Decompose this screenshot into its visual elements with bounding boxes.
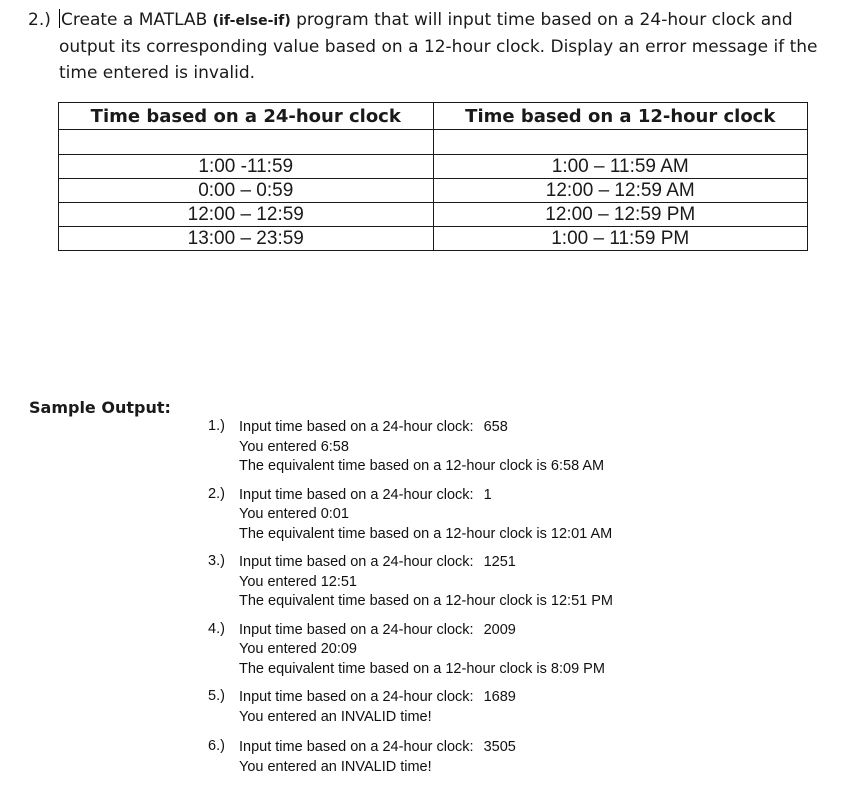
sample-result: The equivalent time based on a 12-hour clock is 8:09 PM: [239, 660, 605, 677]
table-header-12h: Time based on a 12-hour clock: [433, 103, 808, 130]
sample-item: [208, 688, 613, 727]
conversion-table: [58, 102, 808, 251]
sample-input: 1689: [483, 689, 516, 705]
table-cell-12h: 1:00 – 11:59 PM: [433, 227, 808, 251]
sample-entered: You entered an INVALID time!: [239, 708, 432, 725]
sample-entered: You entered 20:09: [239, 641, 357, 657]
text-cursor: [59, 9, 60, 28]
sample-result: The equivalent time based on a 12-hour clock is 12:51 PM: [239, 593, 613, 609]
sample-result: The equivalent time based on a 12-hour clock is 12:01 AM: [239, 525, 613, 542]
table-cell: [433, 130, 808, 155]
problem-text-before: Create a MATLAB: [61, 10, 213, 30]
sample-input: 1251: [483, 554, 516, 570]
sample-entered: You entered an INVALID time!: [239, 758, 432, 775]
sample-prompt: Input time based on a 24-hour clock:: [239, 689, 474, 705]
sample-prompt: Input time based on a 24-hour clock:: [239, 739, 474, 755]
table-cell: [59, 130, 434, 155]
table-cell-12h: 12:00 – 12:59 AM: [433, 179, 808, 203]
sample-entered: You entered 12:51: [239, 573, 357, 590]
sample-input: 658: [483, 419, 508, 435]
sample-prompt: Input time based on a 24-hour clock:: [239, 419, 474, 435]
sample-result: The equivalent time based on a 12-hour clock is 6:58 AM: [239, 458, 605, 474]
table-row: [59, 155, 808, 179]
table-cell-24h: 0:00 – 0:59: [59, 179, 434, 203]
table-header-24h: Time based on a 24-hour clock: [59, 103, 434, 130]
sample-prompt-line: [239, 418, 613, 438]
problem-code: (if-else-if): [212, 13, 291, 29]
sample-number: 2.): [208, 485, 225, 502]
table-row: [59, 227, 808, 251]
table-cell-24h: 12:00 – 12:59: [59, 203, 434, 227]
sample-number: 4.): [208, 620, 225, 637]
sample-number: 3.): [208, 553, 225, 569]
sample-prompt: Input time based on a 24-hour clock:: [239, 554, 474, 570]
sample-prompt-line: [239, 553, 613, 573]
sample-prompt-line: [239, 621, 613, 641]
table-row: [59, 179, 808, 203]
sample-prompt: Input time based on a 24-hour clock:: [239, 621, 474, 638]
sample-input: 3505: [483, 739, 516, 755]
sample-number: 5.): [208, 688, 225, 704]
sample-input: 2009: [483, 621, 516, 638]
sample-item: [208, 621, 613, 680]
table-cell-24h: 13:00 – 23:59: [59, 227, 434, 251]
sample-number: 6.): [208, 738, 225, 754]
problem-text-after: program that will input time based on a 24-hour clock and output its corresponding value based on a 12-hour clock. Display an error message if the time entered is invalid.: [59, 10, 818, 83]
sample-entered: You entered 0:01: [239, 506, 349, 522]
sample-output-list: [208, 418, 613, 786]
table-cell-24h: 1:00 -11:59: [59, 155, 434, 179]
sample-number: 1.): [208, 418, 225, 434]
problem-text[interactable]: [59, 7, 818, 86]
table-empty-row: [59, 130, 808, 155]
sample-item: [208, 553, 613, 612]
sample-prompt-line: [239, 738, 613, 758]
sample-prompt: Input time based on a 24-hour clock:: [239, 486, 474, 503]
sample-prompt-line: [239, 486, 613, 506]
problem-number: 2.): [28, 10, 51, 30]
sample-input: 1: [483, 486, 492, 503]
table-cell-12h: 1:00 – 11:59 AM: [433, 155, 808, 179]
table-row: [59, 203, 808, 227]
sample-prompt-line: [239, 688, 613, 708]
table-header-row: [59, 103, 808, 130]
sample-item: [208, 486, 613, 545]
sample-item: [208, 738, 613, 777]
table-cell-12h: 12:00 – 12:59 PM: [433, 203, 808, 227]
sample-output-label: Sample Output:: [29, 398, 171, 417]
problem-statement: [28, 7, 818, 86]
sample-item: [208, 418, 613, 477]
sample-entered: You entered 6:58: [239, 438, 349, 455]
